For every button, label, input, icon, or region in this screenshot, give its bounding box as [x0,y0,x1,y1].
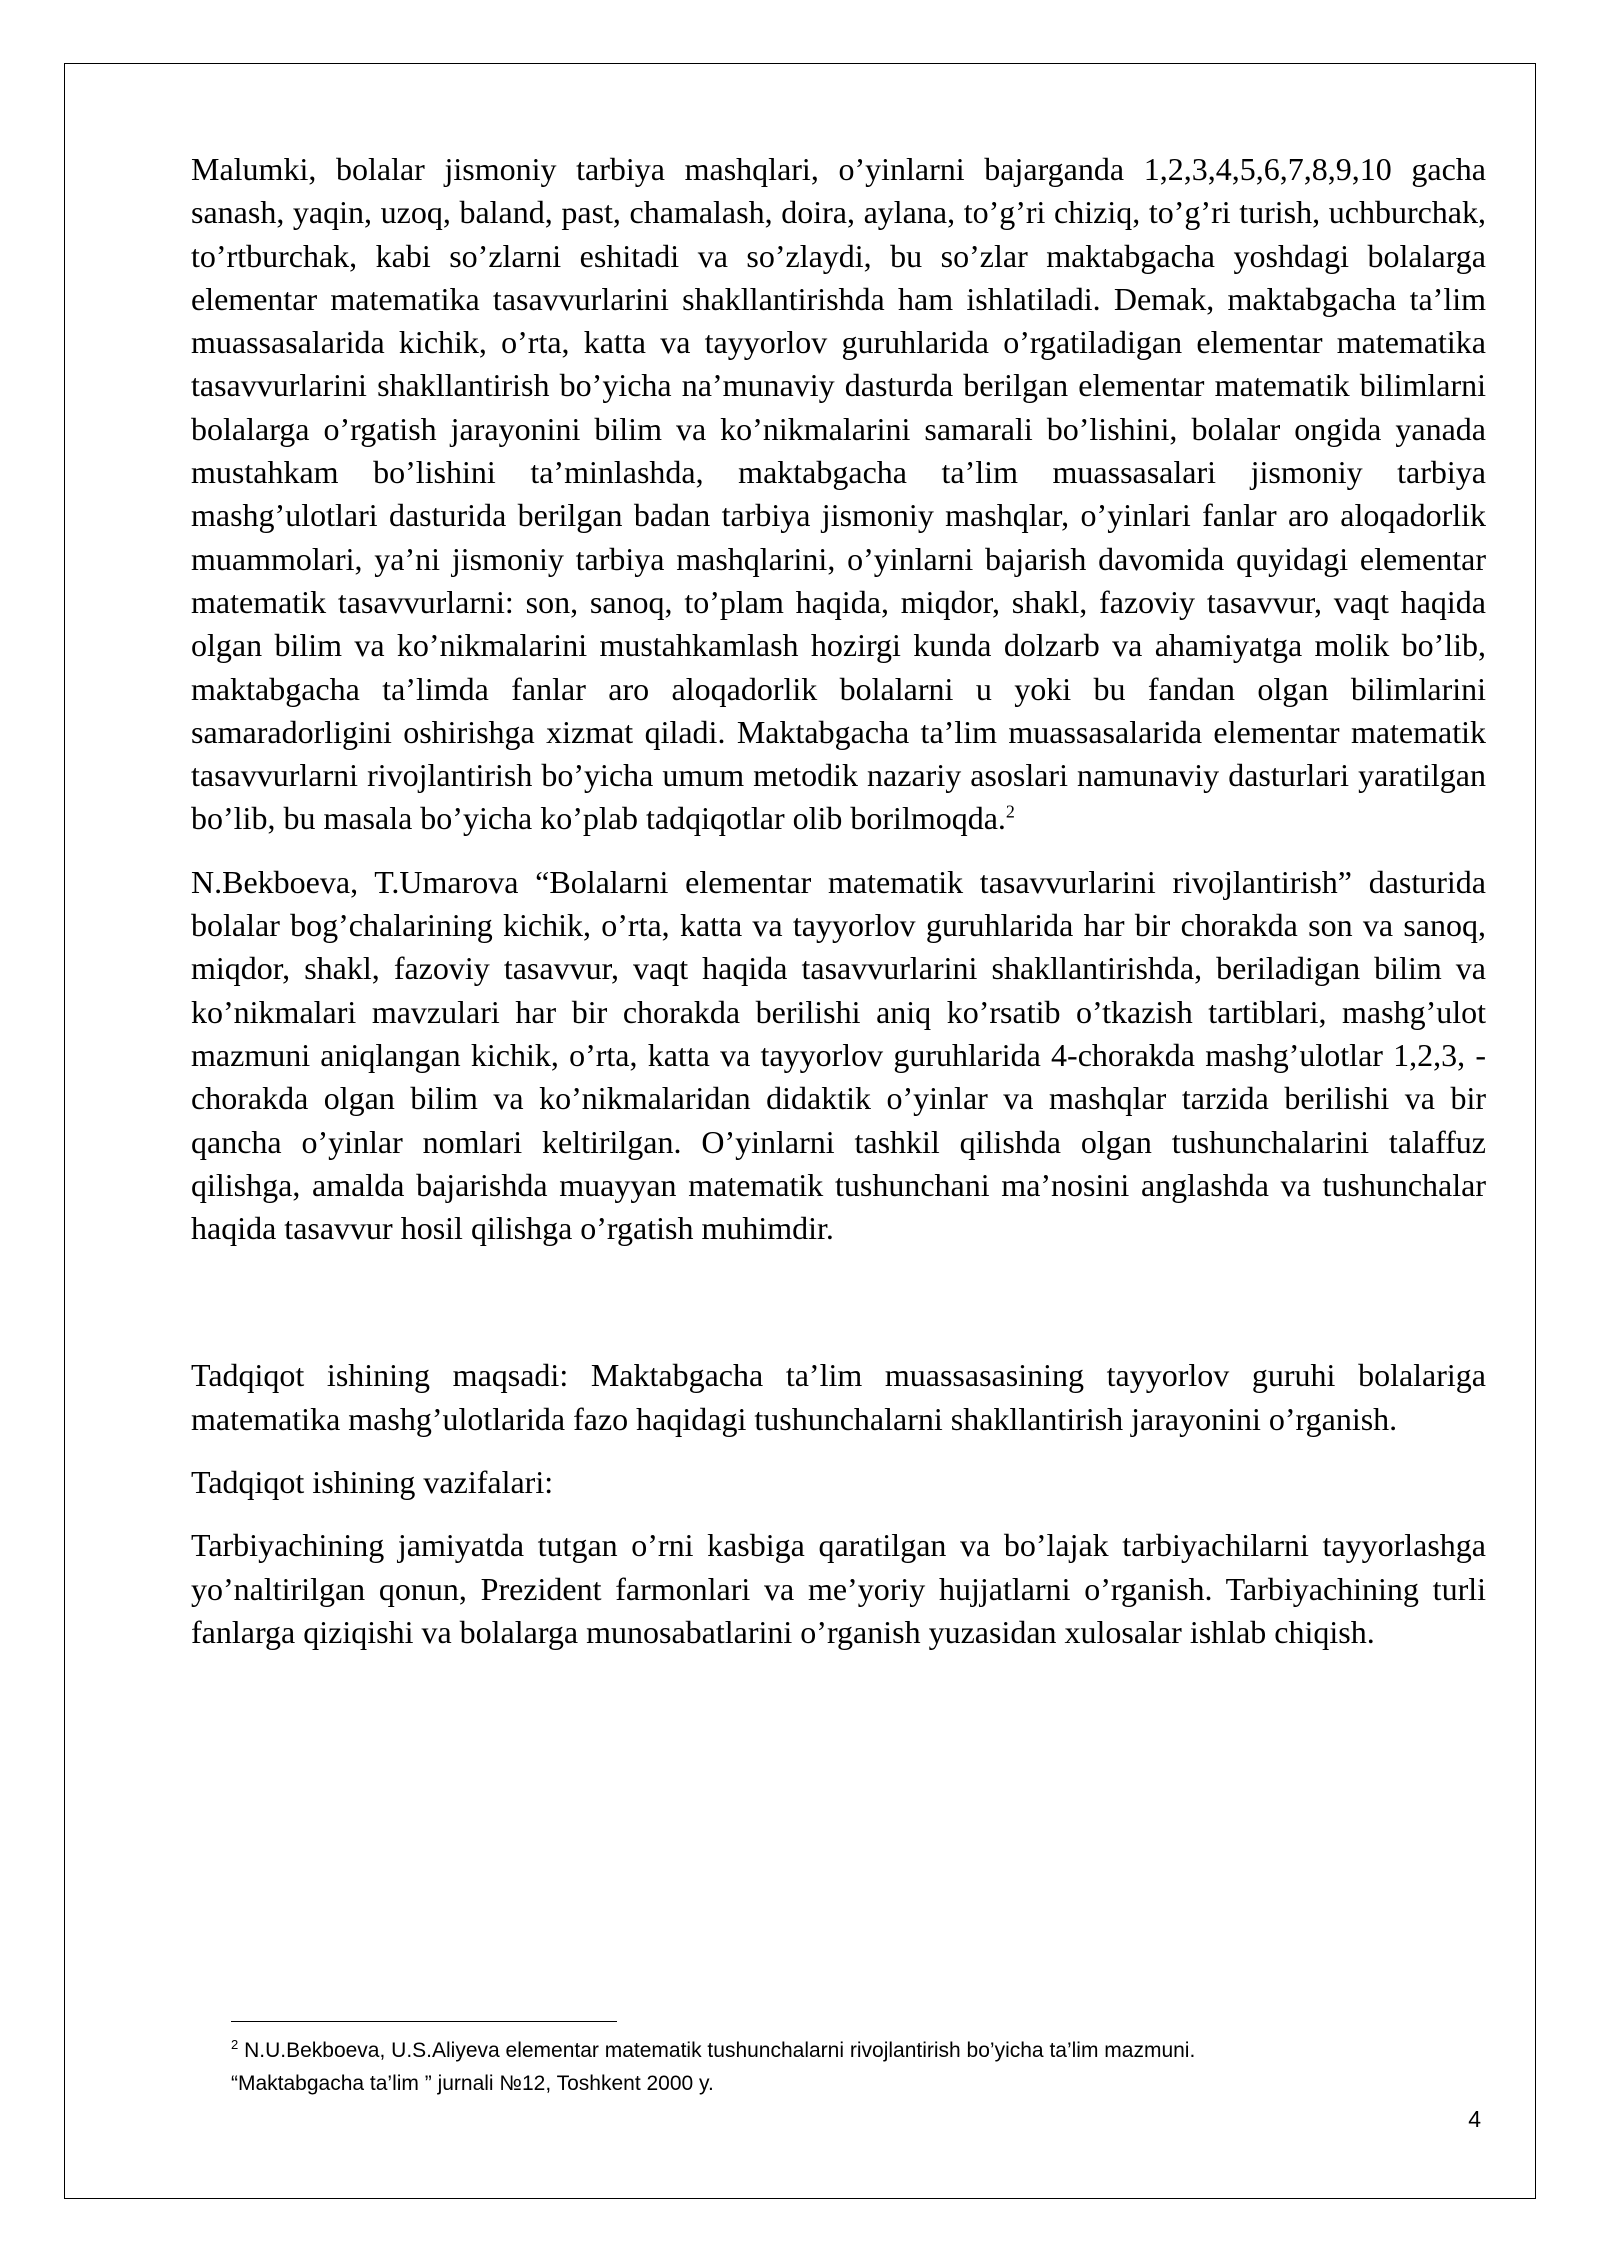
document-body [191,148,1486,1654]
footnote-line-1: N.U.Bekboeva, U.S.Aliyeva elementar matematik tushunchalarni rivojlantirish bo’yicha ta’lim mazmuni. [244,2039,1196,2062]
paragraph-4: Tadqiqot ishining vazifalari: [191,1464,554,1501]
footnote-line-2: “Maktabgacha ta’lim ” jurnali №12, Toshkent 2000 y. [231,2072,714,2095]
footnote-separator [231,2021,617,2022]
footnote-number: 2 [231,2037,239,2052]
paragraph-2: N.Bekboeva, T.Umarova “Bolalarni elementar matematik tasavvurlarini rivojlantirish” dasturida bolalar bog’chalarining kichik, o’rta, katta va tayyorlov guruhlarida har bir chorakda son va sanoq, miqdor, shakl, fazoviy tasavvur, vaqt haqida tasavvurlarini shakllantirishda, beriladigan bilim va ko’nikmalari mavzulari har bir chorakda berilishi aniq ko’rsatib o’tkazish tartiblari, mashg’ulot mazmuni aniqlangan kichik, o’rta, katta va tayyorlov guruhlarida 4-chorakda mashg’ulotlar 1,2,3, - chorakda olgan bilim va ko’nikmalaridan didaktik o’yinlar va mashqlar tarzida berilishi va bir qancha o’yinlar nomlari keltirilgan. O’yinlarni tashkil qilishda olgan tushunchalarini talaffuz qilishga, amalda bajarishda muayyan matematik tushunchani ma’nosini anglashda va tushunchalar haqida tasavvur hosil qilishga o’rgatish muhimdir. [191,863,1486,1247]
paragraph-1 [191,148,1486,841]
page-number: 4 [1468,2106,1481,2132]
footnote-reference[interactable]: 2 [1005,801,1015,822]
paragraph-5: Tarbiyachining jamiyatda tutgan o’rni kasbiga qaratilgan va bo’lajak tarbiyachilarni tayyorlashga yo’naltirilgan qonun, Prezident farmonlari va me’yoriy hujjatlarni o’rganish. Tarbiyachining turli fanlarga qiziqishi va bolalarga munosabatlarini o’rganish yuzasidan xulosalar ishlab chiqish. [191,1527,1486,1650]
paragraph-3: Tadqiqot ishining maqsadi: Maktabgacha ta’lim muassasasining tayyorlov guruhi bolalariga matematika mashg’ulotlarida fazo haqidagi tushunchalarni shakllantirish jarayonini o’rganish. [191,1357,1486,1437]
paragraph-1-text: Malumki, bolalar jismoniy tarbiya mashqlari, o’yinlarni bajarganda 1,2,3,4,5,6,7,8,9,10 gacha sanash, yaqin, uzoq, baland, past, chamalash, doira, aylana, to’g’ri chiziq, to’g’ri turish, uchburchak, to’rtburchak, kabi so’zlarni eshitadi va so’zlaydi, bu so’zlar maktabgacha yoshdagi bolalarga elementar matematika tasavvurlarini shakllantirishda ham ishlatiladi. Demak, maktabgacha ta’lim muassasalarida kichik, o’rta, katta va tayyorlov guruhlarida o’rgatiladigan elementar matematika tasavvurlarini shakllantirish bo’yicha na’munaviy dasturda berilgan elementar matematik bilimlarni bolalarga o’rgatish jarayonini bilim va ko’nikmalarini samarali bo’lishini, bolalar ongida yanada mustahkam bo’lishini ta’minlashda, maktabgacha ta’lim muassasalari jismoniy tarbiya mashg’ulotlari dasturida berilgan badan tarbiya jismoniy mashqlar, o’yinlari fanlar aro aloqadorlik muammolari, ya’ni jismoniy tarbiya mashqlarini, o’yinlarni bajarish davomida quyidagi elementar matematik tasavvurlarni: son, sanoq, to’plam haqida, miqdor, shakl, fazoviy tasavvur, vaqt haqida olgan bilim va ko’nikmalarini mustahkamlash hozirgi kunda dolzarb va ahamiyatga molik bo’lib, maktabgacha ta’limda fanlar aro aloqadorlik bolalarni u yoki bu fandan olgan bilimlarini samaradorligini oshirishga xizmat qiladi. Maktabgacha ta’lim muassasalarida elementar matematik tasavvurlarni rivojlantirish bo’yicha umum metodik nazariy asoslari namunaviy dasturlari yaratilgan bo’lib, bu masala bo’yicha ko’plab tadqiqotlar olib borilmoqda. [191,151,1486,837]
footnote [231,2034,1391,2100]
